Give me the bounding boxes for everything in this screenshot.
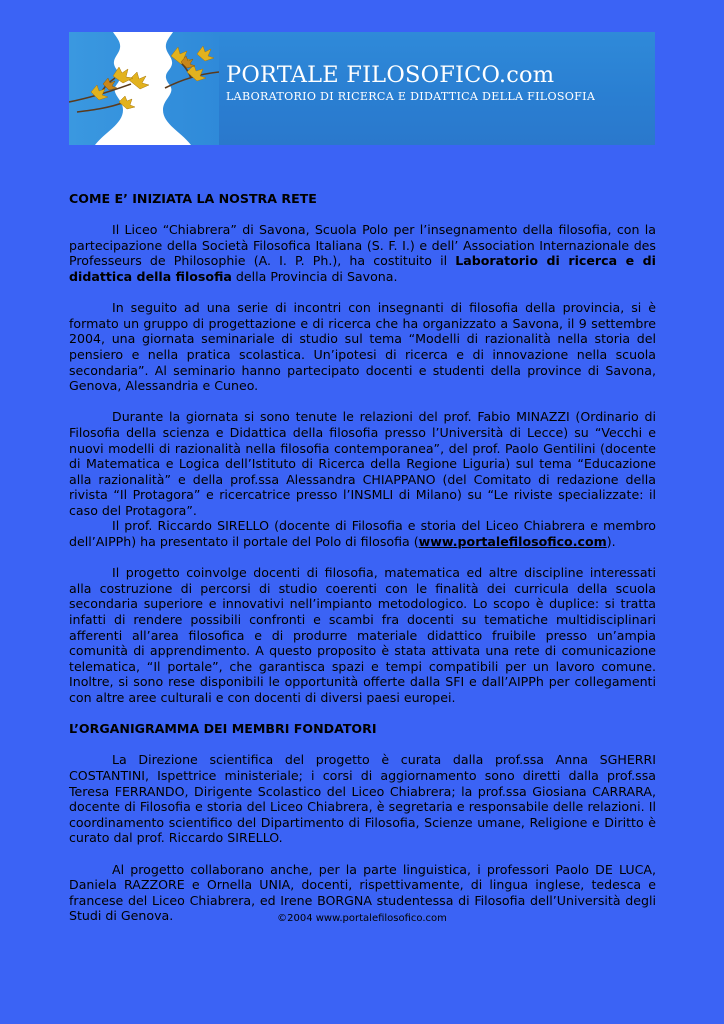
paragraph-portal-text-a: Il prof. Riccardo SIRELLO (docente di Filosofia e storia del Liceo Chiabrera e membro dell’AIPPh) ha presentato il portale del Polo di filosofia ( bbox=[69, 518, 656, 550]
paragraph-intro-text-a: Il Liceo “Chiabrera” di Savona, Scuola Polo per l’insegnamento della filosofia, con la partecipazione della Società Filosofica Italiana (S. F. I.) e dell’ Association Internazionale des Professeurs de Philosophie (A. I. P. Ph.), ha costituito il bbox=[69, 222, 656, 269]
paragraph-seminar: In seguito ad una serie di incontri con insegnanti di filosofia della provincia, si è formato un gruppo di progettazione e di ricerca che ha organizzato a Savona, il 9 settembre 2004, una giornata seminariale di studio sul tema “Modelli di razionalità nella storia del pensiero e nella pratica scolastica. Un’ipotesi di ricerca e di innovazione nella scuola secondaria”. Al seminario hanno partecipato docenti e studenti della province di Savona, Genova, Alessandria e Cuneo. bbox=[69, 300, 656, 394]
banner-subtitle: LABORATORIO DI RICERCA E DIDATTICA DELLA FILOSOFIA bbox=[226, 90, 596, 103]
paragraph-portal-text-b: ). bbox=[606, 534, 616, 550]
logo-profiles-leaves-image bbox=[69, 32, 219, 145]
section-heading-network: COME E’ INIZIATA LA NOSTRA RETE bbox=[69, 191, 317, 206]
section-heading-founders: L’ORGANIGRAMMA DEI MEMBRI FONDATORI bbox=[69, 721, 377, 737]
document-body bbox=[69, 191, 656, 940]
footer-copyright: ©2004 www.portalefilosofico.com bbox=[277, 913, 447, 924]
portal-link[interactable]: www.portalefilosofico.com bbox=[418, 534, 607, 550]
paragraph-direction: La Direzione scientifica del progetto è curata dalla prof.ssa Anna SGHERRI COSTANTINI, Ispettrice ministeriale; i corsi di aggiornamento sono diretti dalla prof.ssa Teresa FERRANDO, Dirigente Scolastico del Liceo Chiabrera; la prof.ssa Giosiana CARRARA, docente di Filosofia e storia del Liceo Chiabrera, è segretaria e responsabile delle relazioni. Il coordinamento scientifico del Dipartimento di Filosofia, Scienze umane, Religione e Diritto è curato dal prof. Riccardo SIRELLO. bbox=[69, 752, 656, 846]
laboratory-name: Laboratorio di ricerca e di didattica della filosofia bbox=[69, 253, 656, 284]
paragraph-intro-text-b: della Provincia di Savona. bbox=[231, 268, 398, 284]
header-banner bbox=[69, 32, 655, 145]
paragraph-collaborators: Al progetto collaborano anche, per la parte linguistica, i professori Paolo DE LUCA, Daniela RAZZORE e Ornella UNIA, docenti, rispettivamente, di lingua inglese, tedesca e francese del Liceo Chiabrera, ed Irene BORGNA studentessa di Filosofia dell’Università degli Studi di Genova. bbox=[69, 861, 656, 924]
paragraph-portal bbox=[69, 518, 656, 549]
paragraph-project: Il progetto coinvolge docenti di filosofia, matematica ed altre discipline interessati alla costruzione di percorsi di studio coerenti con le finalità dei curricula della scuola secondaria superiore e innovativi nell’impianto metodologico. Lo scopo è duplice: si tratta infatti di rendere possibili confronti e scambi fra docenti su tematiche multidisciplinari afferenti all’area filosofica e di produrre materiale didattico fruibile presso un’ampia comunità di apprendimento. A questo proposito è stata attivata una rete di comunicazione telematica, “Il portale”, che garantisca spazi e tempi compatibili per un lavoro comune. Inoltre, si sono rese disponibili le opportunità offerte dalla SFI e dall’AIPPh per collegamenti con altre aree culturali e con docenti di diversi paesi europei. bbox=[69, 565, 656, 705]
banner-title: PORTALE FILOSOFICO.com bbox=[226, 62, 555, 88]
paragraph-speakers: Durante la giornata si sono tenute le relazioni del prof. Fabio MINAZZI (Ordinario di Filosofia della scienza e Didattica della filosofia presso l’Università di Lecce) su “Vecchi e nuovi modelli di razionalità nella filosofia contemporanea”, del prof. Paolo Gentilini (docente di Matematica e Logica dell’Istituto di Ricerca della Regione Liguria) sul tema “Educazione alla razionalità” e della prof.ssa Alessandra CHIAPPANO (del Comitato di redazione della rivista “Il Protagora” e ricercatrice presso l’INSMLI di Milano) su “Le riviste specializzate: il caso del Protagora”. bbox=[69, 409, 656, 518]
paragraph-intro bbox=[69, 222, 656, 284]
